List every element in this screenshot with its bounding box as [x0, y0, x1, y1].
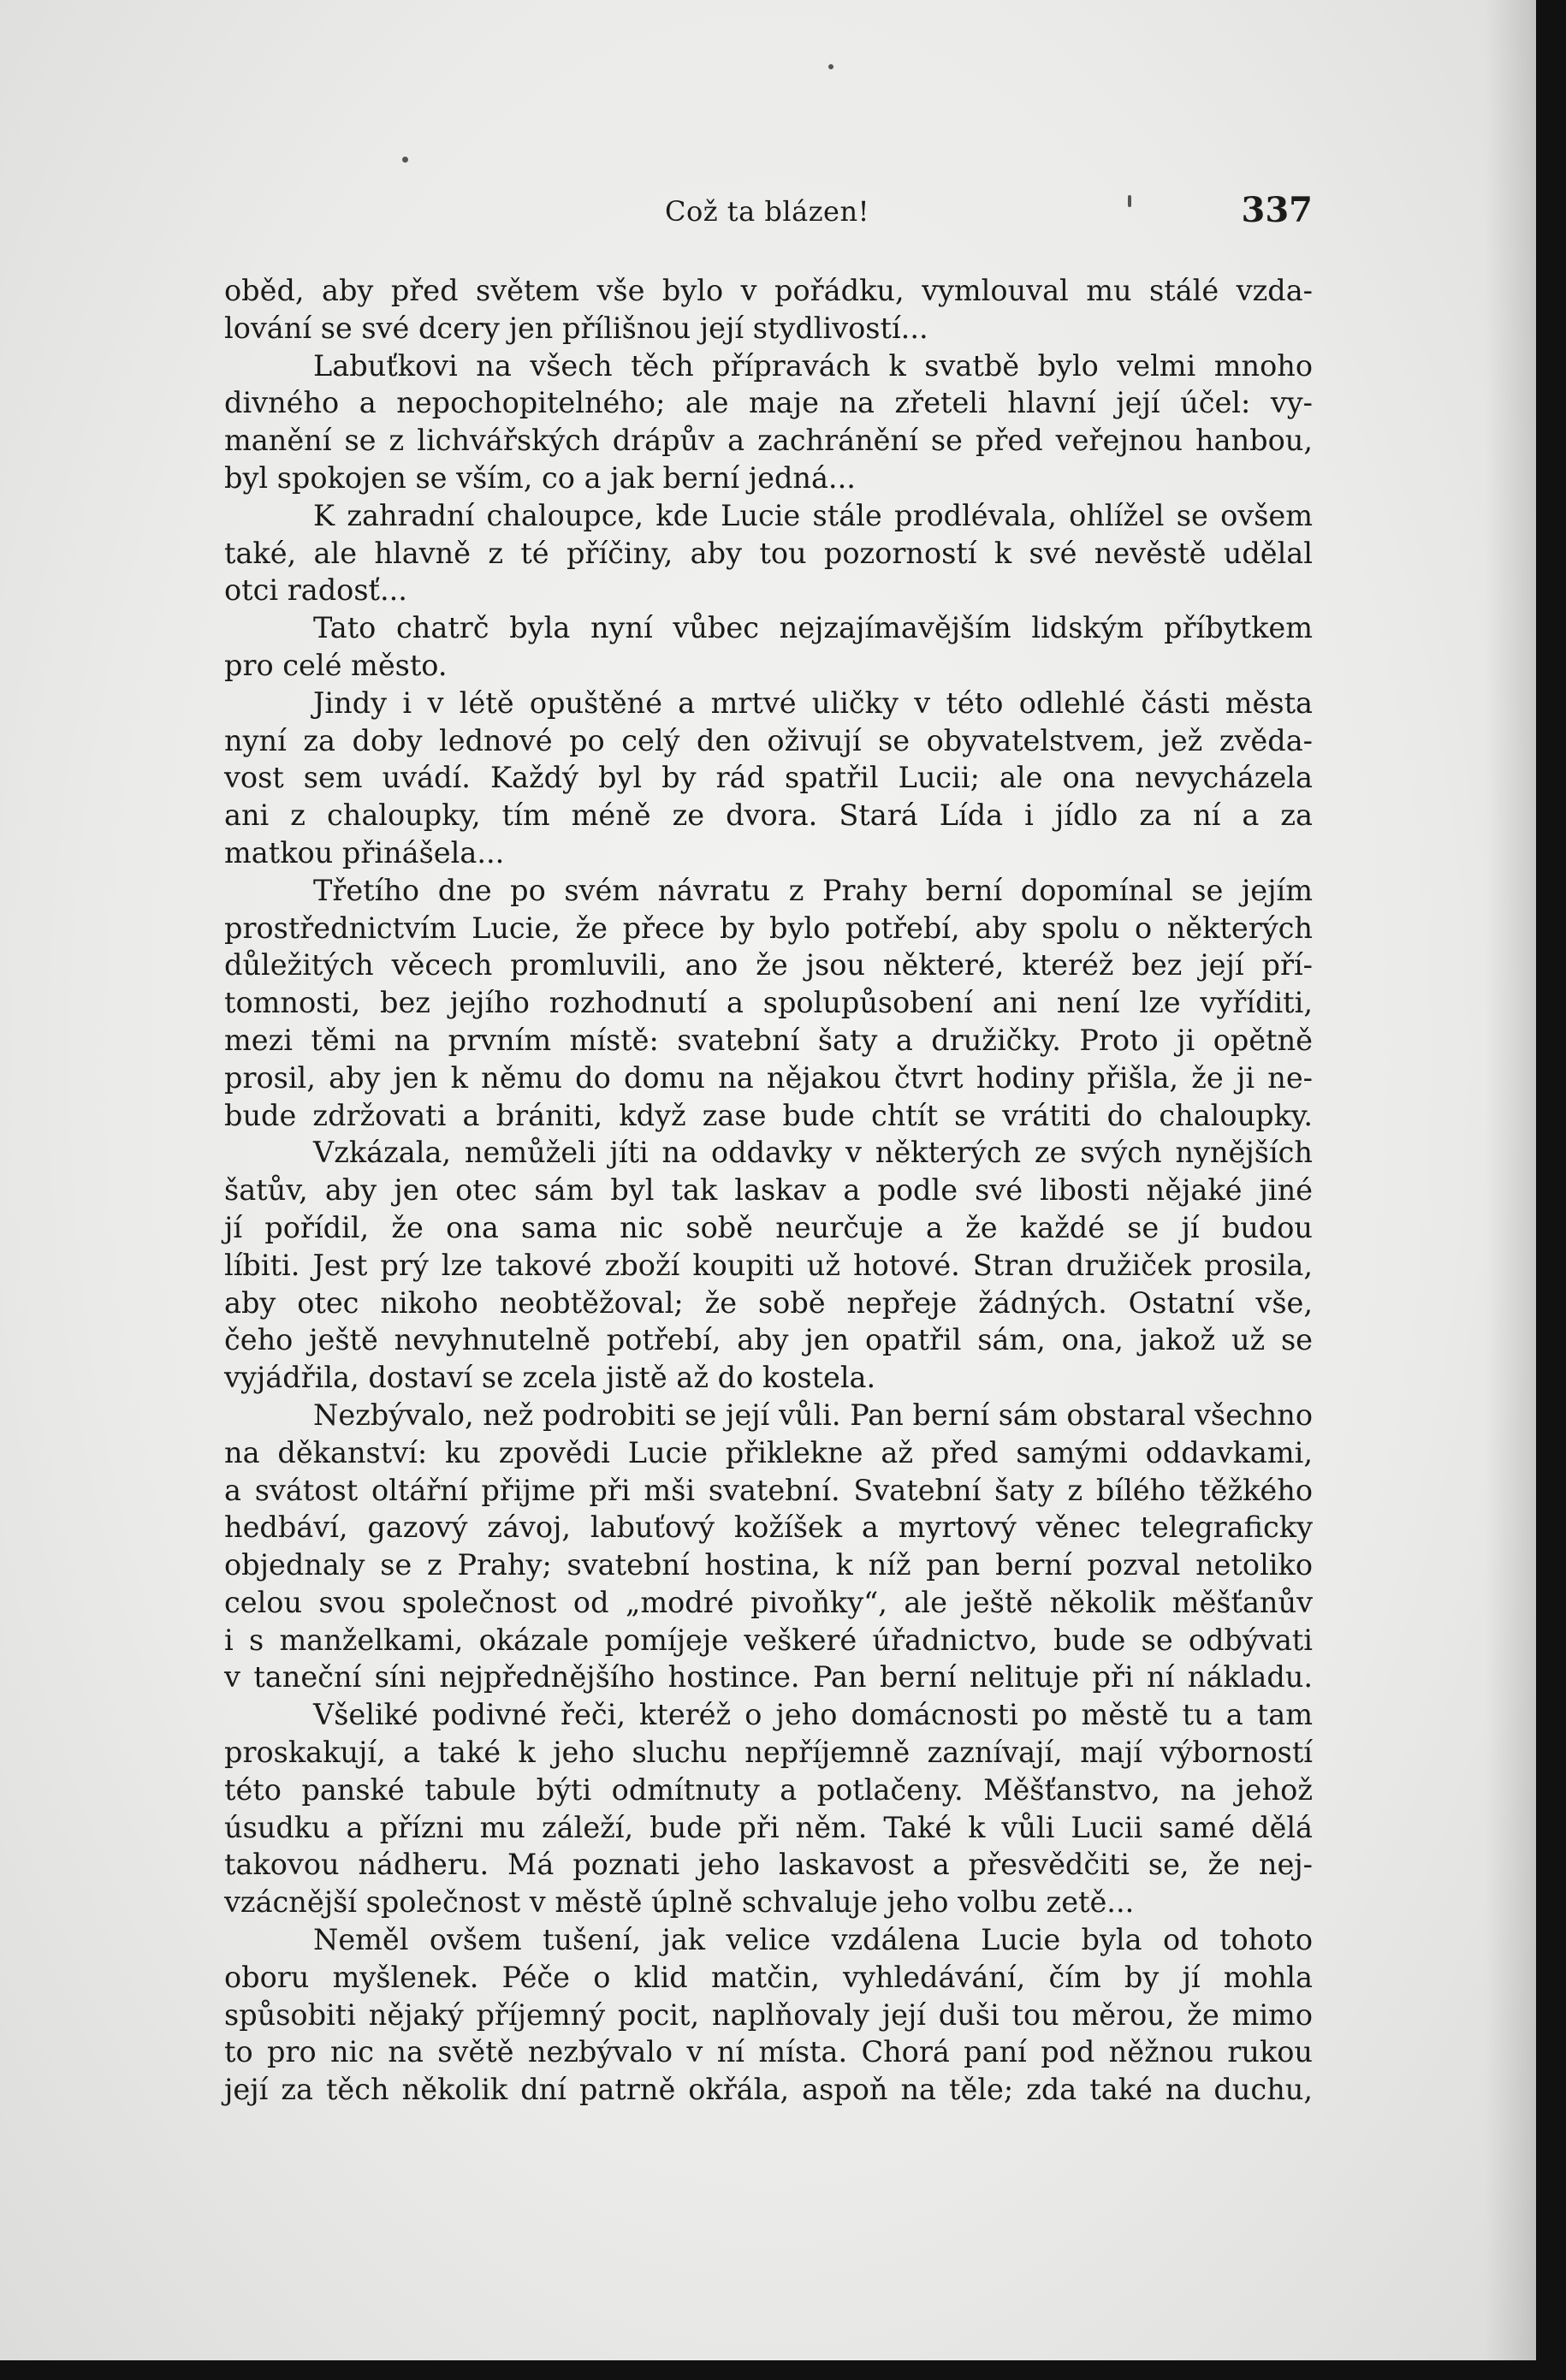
- scan-border-bottom: [0, 2360, 1566, 2380]
- text-line: důležitých věcech promluvili, ano že jsou některé, kteréž bez její pří-: [224, 948, 1313, 982]
- text-line: ani z chaloupky, tím méně ze dvora. Stará Lída i jídlo za ní a za: [224, 798, 1313, 833]
- text-line: prostřednictvím Lucie, že přece by bylo potřebí, aby spolu o některých: [224, 911, 1313, 945]
- text-line: Neměl ovšem tušení, jak velice vzdálena Lucie byla od tohoto: [313, 1923, 1313, 1957]
- text-line: nyní za doby lednové po celý den oživují se obyvatelstvem, jež zvěda-: [224, 723, 1313, 757]
- text-line: byl spokojen se vším, co a jak berní jedná...: [224, 460, 856, 495]
- text-line: jí pořídil, že ona sama nic sobě neurčuje a že každé se jí budou: [224, 1210, 1313, 1244]
- text-line: spůsobiti nějaký příjemný pocit, naplňovaly její duši tou měrou, že mimo: [224, 1997, 1313, 2032]
- text-line: vyjádřila, dostaví se zcela jistě až do kostela.: [224, 1361, 876, 1395]
- text-line: mezi těmi na prvním místě: svatební šaty a družičky. Proto ji opětně: [224, 1023, 1313, 1057]
- text-line: prosil, aby jen k němu do domu na nějakou čtvrt hodiny přišla, že ji ne-: [224, 1060, 1313, 1095]
- text-line: Vzkázala, nemůželi jíti na oddavky v některých ze svých nynějších: [313, 1136, 1313, 1170]
- text-line: to pro nic na světě nezbývalo v ní místa. Chorá paní pod něžnou rukou: [224, 2035, 1313, 2069]
- text-line: matkou přinášela...: [224, 835, 505, 870]
- text-line: objednaly se z Prahy; svatební hostina, k níž pan berní pozval netoliko: [224, 1548, 1313, 1582]
- text-line: oboru myšlenek. Péče o klid matčin, vyhledávání, čím by jí mohla: [224, 1960, 1313, 1994]
- text-line: Nezbývalo, než podrobiti se její vůli. Pan berní sám obstaral všechno: [313, 1398, 1313, 1432]
- text-line: vost sem uvádí. Každý byl by rád spatřil Lucii; ale ona nevycházela: [224, 761, 1313, 795]
- text-line: divného a nepochopitelného; ale maje na zřeteli hlavní její účel: vy-: [224, 386, 1313, 420]
- text-line: takovou nádheru. Má poznati jeho laskavost a přesvědčiti se, že nej-: [224, 1848, 1313, 1882]
- text-line: oběd, aby před světem vše bylo v pořádku, vymlouval mu stálé vzda-: [224, 274, 1313, 307]
- text-line: tomnosti, bez jejího rozhodnutí a spolupůsobení ani není lze vyříditi,: [224, 986, 1313, 1020]
- text-line: líbiti. Jest prý lze takové zboží koupiti už hotové. Stran družiček prosila,: [224, 1248, 1313, 1282]
- text-line: aby otec nikoho neobtěžoval; že sobě nepřeje žádných. Ostatní vše,: [224, 1285, 1313, 1320]
- text-line: Jindy i v létě opuštěné a mrtvé uličky v této odlehlé části města: [313, 686, 1313, 720]
- text-line: této panské tabule býti odmítnuty a potlačeny. Měšťanstvo, na jehož: [224, 1772, 1313, 1807]
- text-line: vzácnější společnost v městě úplně schvaluje jeho volbu zetě...: [224, 1885, 1135, 1920]
- text-line: lování se své dcery jen přílišnou její stydlivostí...: [224, 311, 928, 345]
- text-line: celou svou společnost od „modré pivoňky“, ale ještě několik měšťanův: [224, 1585, 1313, 1619]
- text-line: také, ale hlavně z té příčiny, aby tou pozorností k své nevěstě udělal: [224, 536, 1313, 570]
- text-line: na děkanství: ku zpovědi Lucie přiklekne až před samými oddavkami,: [224, 1435, 1313, 1469]
- text-line: úsudku a přízni mu záleží, bude při něm. Také k vůli Lucii samé dělá: [224, 1810, 1313, 1844]
- text-line: manění se z lichvářských drápův a zachránění se před veřejnou hanbou,: [224, 424, 1313, 458]
- text-line: proskakují, a také k jeho sluchu nepříjemně zaznívají, mají výborností: [224, 1736, 1313, 1770]
- text-line: otci radosť...: [224, 573, 407, 608]
- running-title: Což ta blázen!: [665, 195, 869, 228]
- text-line: Třetího dne po svém návratu z Prahy berní dopomínal se jejím: [313, 873, 1313, 907]
- text-line: K zahradní chaloupce, kde Lucie stále prodlévala, ohlížel se ovšem: [313, 498, 1313, 532]
- ink-speck: [402, 157, 408, 163]
- page-edge-shadow: [1485, 0, 1536, 2360]
- text-line: Labuťkovi na všech těch přípravách k svatbě bylo velmi mnoho: [313, 348, 1313, 383]
- text-line: Tato chatrč byla nyní vůbec nejzajímavějším lidským příbytkem: [313, 611, 1313, 645]
- text-line: šatův, aby jen otec sám byl tak laskav a podle své libosti nějaké jiné: [224, 1173, 1313, 1208]
- ink-speck: [828, 64, 833, 69]
- page-number: 337: [1241, 190, 1313, 230]
- text-line: a svátost oltářní přijme při mši svatební. Svatební šaty z bílého těžkého: [224, 1473, 1313, 1507]
- page-header: [224, 190, 1313, 233]
- text-line: hedbáví, gazový závoj, labuťový kožíšek a myrtový věnec telegraficky: [224, 1510, 1313, 1545]
- text-line: čeho ještě nevyhnutelně potřebí, aby jen opatřil sám, ona, jakož už se: [224, 1323, 1313, 1357]
- text-line: pro celé město.: [224, 648, 448, 682]
- body-text: [224, 272, 1313, 2109]
- scan-border-right: [1536, 0, 1566, 2380]
- text-line: i s manželkami, okázale pomíjeje veškeré úřadnictvo, bude se odbývati: [224, 1623, 1313, 1657]
- text-line: její za těch několik dní patrně okřála, aspoň na těle; zda také na duchu,: [224, 2073, 1313, 2107]
- text-line: v taneční síni nejpřednějšího hostince. Pan berní nelituje při ní nákladu.: [224, 1660, 1313, 1694]
- text-line: bude zdržovati a brániti, když zase bude chtít se vrátiti do chaloupky.: [224, 1098, 1313, 1132]
- text-line: Všeliké podivné řeči, kteréž o jeho domácnosti po městě tu a tam: [313, 1698, 1313, 1732]
